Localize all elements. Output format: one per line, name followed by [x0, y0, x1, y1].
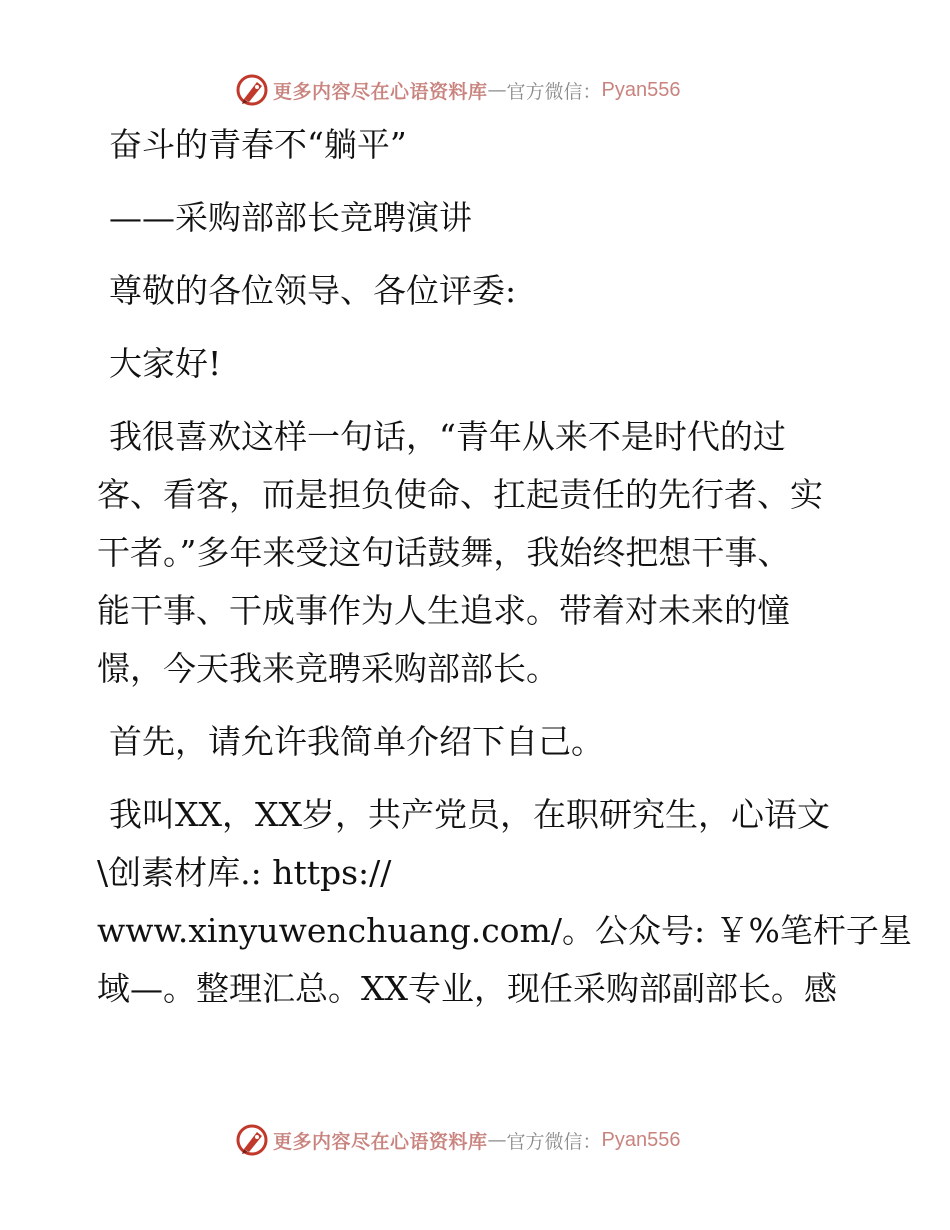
watermark-label: 官方微信： [506, 1130, 602, 1153]
greeting: 大家好! [109, 344, 222, 383]
watermark-text: 更多内容尽在心语资料库 [273, 1130, 488, 1153]
paragraph-line: 客、看客，而是担负使命、扛起责任的先行者、实 [97, 475, 823, 514]
salutation: 尊敬的各位领导、各位评委: [109, 271, 517, 310]
document-body [97, 116, 912, 1018]
watermark-brand: Pyan556 [601, 1128, 681, 1151]
paragraph-line: 首先，请允许我简单介绍下自己。 [109, 722, 604, 761]
footer-watermark [235, 1122, 681, 1158]
header-watermark [235, 72, 681, 108]
watermark-dash: — [487, 1129, 507, 1151]
paragraph-line: 能干事、干成事作为人生追求。带着对未来的憧 [97, 591, 790, 630]
watermark-brand: Pyan556 [601, 78, 681, 101]
pen-logo-icon [235, 1123, 269, 1157]
paragraph-line: 干者。”多年来受这句话鼓舞，我始终把想干事、 [97, 533, 791, 572]
watermark-dash: — [487, 79, 507, 101]
watermark-text: 更多内容尽在心语资料库 [273, 80, 488, 103]
document-title: 奋斗的青春不“躺平” [109, 125, 407, 164]
paragraph-line: 我很喜欢这样一句话，“青年从来不是时代的过 [109, 417, 786, 456]
watermark-label: 官方微信： [506, 80, 602, 103]
paragraph-line: \创素材库.: https:// [97, 853, 392, 892]
paragraph-line: 域—。整理汇总。XX专业，现任采购部副部长。感 [97, 969, 837, 1008]
paragraph-line: www.xinyuwenchuang.com/。公众号: ￥%笔杆子星 [97, 911, 912, 950]
document-subtitle: ——采购部部长竞聘演讲 [109, 198, 472, 237]
paragraph-line: 憬，今天我来竞聘采购部部长。 [97, 649, 559, 688]
paragraph-line: 我叫XX，XX岁，共产党员，在职研究生，心语文 [109, 795, 830, 834]
pen-logo-icon [235, 73, 269, 107]
